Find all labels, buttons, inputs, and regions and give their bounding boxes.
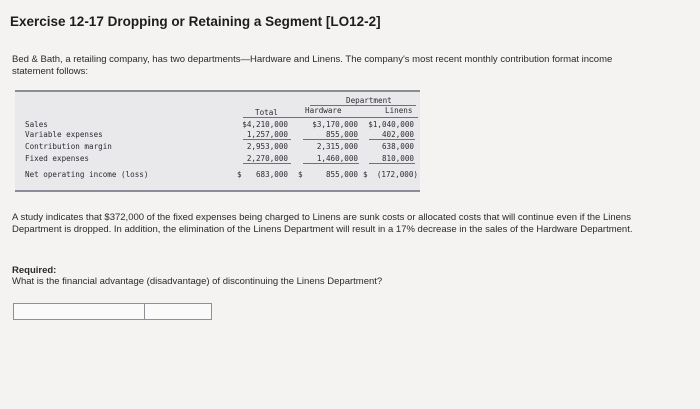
answer-row xyxy=(13,303,212,320)
cell-sales-total: $4,210,000 xyxy=(242,120,288,129)
row-label-sales: Sales xyxy=(25,120,48,129)
cell-fixed-linens: 810,000 xyxy=(381,154,414,163)
cell-net-total-sign: $ xyxy=(237,170,242,179)
row-label-contribution-margin: Contribution margin xyxy=(25,142,112,151)
fixed-underline-linens xyxy=(369,163,415,164)
fixed-underline-total xyxy=(243,163,291,164)
answer-amount-field[interactable] xyxy=(145,304,211,319)
study-paragraph: A study indicates that $372,000 of the fixed expenses being charged to Linens are sunk costs or allocated costs that will continue even if the Linens Department is dropped. In addition, the elimination of the Linens Department will result in a 17% decrease in the sales of the Hardware Department. xyxy=(12,212,633,235)
cell-net-linens-sign: $ xyxy=(363,170,368,179)
header-underline xyxy=(243,117,418,118)
exercise-title: Exercise 12-17 Dropping or Retaining a Segment [LO12-2] xyxy=(10,14,381,29)
cell-fixed-total: 2,270,000 xyxy=(246,154,288,163)
required-question: What is the financial advantage (disadvantage) of discontinuing the Linens Department? xyxy=(12,276,383,287)
col-header-linens: Linens xyxy=(385,106,413,115)
variable-underline-linens xyxy=(369,139,415,140)
col-header-total: Total xyxy=(255,108,278,117)
required-label: Required: xyxy=(12,265,57,276)
cell-sales-linens: $1,040,000 xyxy=(368,120,414,129)
answer-label-field[interactable] xyxy=(14,304,145,319)
intro-text: Bed & Bath, a retailing company, has two departments—Hardware and Linens. The company's most recent monthly contribution format income statement follows: xyxy=(12,54,613,77)
cell-variable-total: 1,257,000 xyxy=(246,130,288,139)
cell-contribution-hardware: 2,315,000 xyxy=(316,142,358,151)
col-header-hardware: Hardware xyxy=(305,106,342,115)
cell-contribution-linens: 638,000 xyxy=(381,142,414,151)
cell-net-hardware-sign: $ xyxy=(298,170,303,179)
fixed-underline-hardware xyxy=(303,163,359,164)
cell-variable-hardware: 855,000 xyxy=(325,130,358,139)
cell-variable-linens: 402,000 xyxy=(381,130,414,139)
row-label-net-operating-income: Net operating income (loss) xyxy=(25,170,149,179)
row-label-fixed-expenses: Fixed expenses xyxy=(25,154,90,163)
cell-fixed-hardware: 1,460,000 xyxy=(316,154,358,163)
cell-sales-hardware: $3,170,000 xyxy=(312,120,358,129)
cell-contribution-total: 2,953,000 xyxy=(246,142,288,151)
variable-underline-total xyxy=(243,139,291,140)
cell-net-total: 683,000 xyxy=(255,170,288,179)
income-statement xyxy=(15,90,420,192)
cell-net-linens: (172,000) xyxy=(376,170,418,179)
row-label-variable-expenses: Variable expenses xyxy=(25,130,103,139)
department-header: Department xyxy=(346,96,392,105)
variable-underline-hardware xyxy=(303,139,359,140)
cell-net-hardware: 855,000 xyxy=(325,170,358,179)
